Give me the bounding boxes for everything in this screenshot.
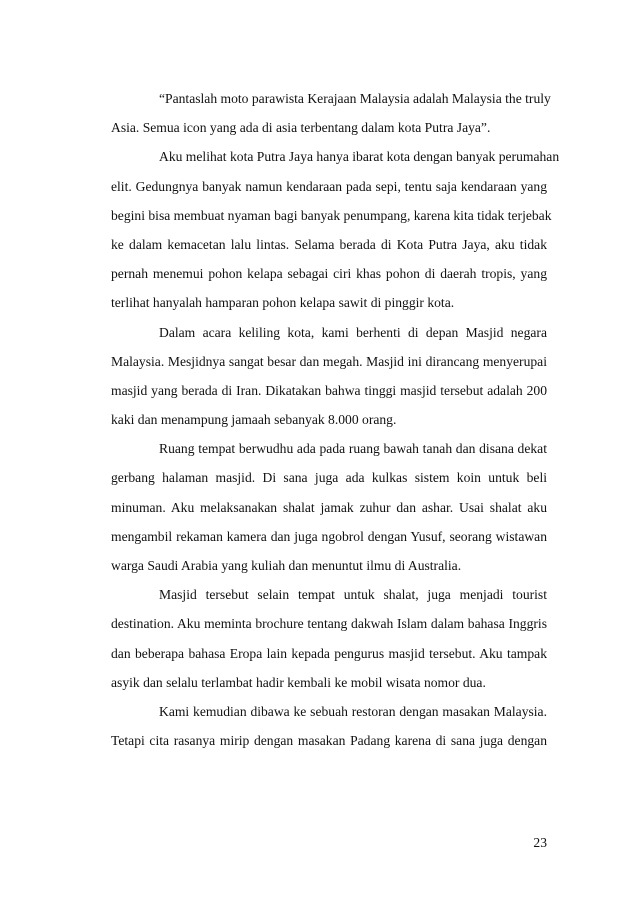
text-line: Kami kemudian dibawa ke sebuah restoran dengan masakan Malaysia. <box>159 703 547 719</box>
text-line: Dalam acara keliling kota, kami berhenti di depan Masjid negara <box>159 324 547 340</box>
text-line: Masjid tersebut selain tempat untuk shalat, juga menjadi tourist <box>159 587 547 603</box>
text-line: “Pantaslah moto parawista Kerajaan Malaysia adalah Malaysia the truly <box>159 91 551 106</box>
text-line: pernah menemui pohon kelapa sebagai ciri khas pohon di daerah tropis, yang <box>111 266 547 282</box>
text-line: Tetapi cita rasanya mirip dengan masakan Padang karena di sana juga dengan <box>111 733 547 749</box>
body-text <box>111 88 560 759</box>
text-line: masjid yang berada di Iran. Dikatakan bahwa tinggi masjid tersebut adalah 200 <box>111 382 547 398</box>
text-line: gerbang halaman masjid. Di sana juga ada kulkas sistem koin untuk beli <box>111 470 547 486</box>
text-line: ke dalam kemacetan lalu lintas. Selama berada di Kota Putra Jaya, aku tidak <box>111 236 547 252</box>
text-line: Malaysia. Mesjidnya sangat besar dan megah. Masjid ini dirancang menyerupai <box>111 353 547 369</box>
text-line: Asia. Semua icon yang ada di asia terbentang dalam kota Putra Jaya”. <box>111 120 491 136</box>
text-line: minuman. Aku melaksanakan shalat jamak zuhur dan ashar. Usai shalat aku <box>111 499 547 515</box>
text-line: elit. Gedungnya banyak namun kendaraan pada sepi, tentu saja kendaraan yang <box>111 178 547 194</box>
text-line: dan beberapa bahasa Eropa lain kepada pengurus masjid tersebut. Aku tampak <box>111 645 547 661</box>
text-line: destination. Aku meminta brochure tentang dakwah Islam dalam bahasa Inggris <box>111 616 547 632</box>
text-line: Ruang tempat berwudhu ada pada ruang bawah tanah dan disana dekat <box>159 441 547 457</box>
page-number: 23 <box>533 835 547 850</box>
text-line: terlihat hanyalah hamparan pohon kelapa sawit di pinggir kota. <box>111 295 455 311</box>
text-line: begini bisa membuat nyaman bagi banyak penumpang, karena kita tidak terjebak <box>111 207 552 223</box>
text-line: Aku melihat kota Putra Jaya hanya ibarat kota dengan banyak perumahan <box>159 149 560 165</box>
text-line: kaki dan menampung jamaah sebanyak 8.000 orang. <box>111 412 397 428</box>
text-line: mengambil rekaman kamera dan juga ngobrol dengan Yusuf, seorang wistawan <box>111 528 547 544</box>
text-line: asyik dan selalu terlambat hadir kembali ke mobil wisata nomor dua. <box>111 674 486 690</box>
text-line: warga Saudi Arabia yang kuliah dan menuntut ilmu di Australia. <box>111 558 462 573</box>
